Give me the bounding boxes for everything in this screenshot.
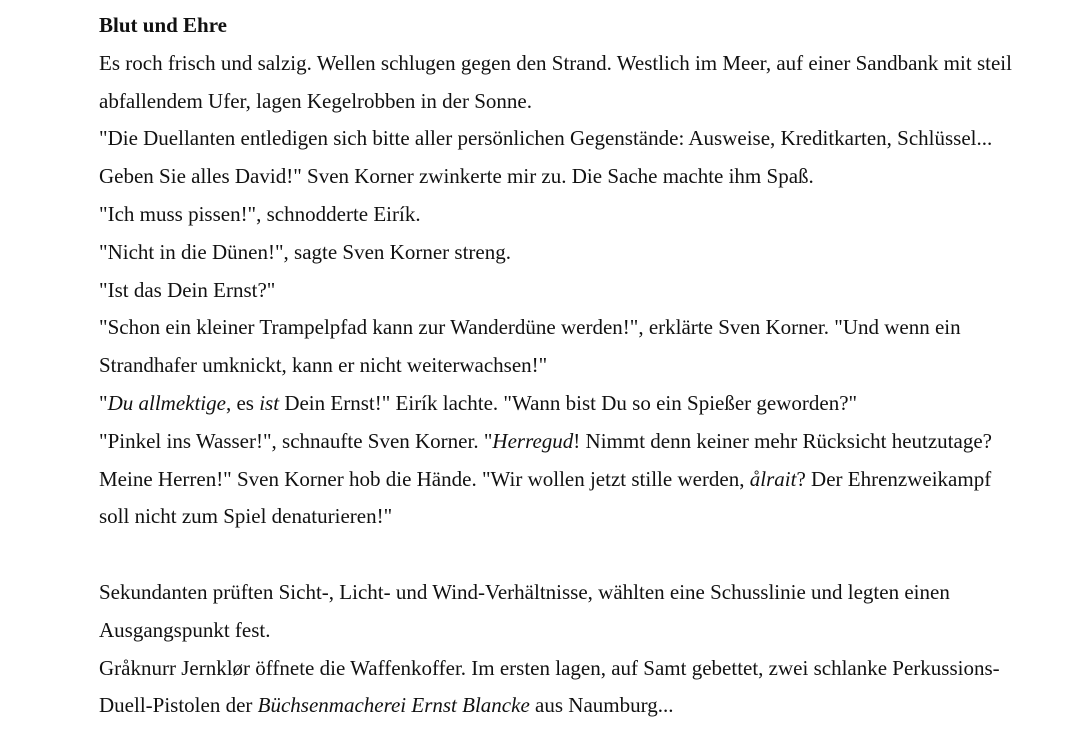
text-run: ! Nimmt denn keiner mehr Rücksicht heutzutage? Meine Herren!" Sven Korner hob die Hände. "Wir wollen jetzt stille werden,: [99, 428, 992, 491]
text-run: Dein Ernst!" Eirík lachte. "Wann bist Du so ein Spießer geworden?": [279, 390, 858, 415]
text-run: "Pinkel ins Wasser!", schnaufte Sven Korner. ": [99, 428, 493, 453]
text-run: Gråknurr Jernklør öffnete die Waffenkoffer. Im ersten lagen, auf Samt gebettet, zwei schlanke Perkussions-Duell-Pistolen der: [99, 655, 1000, 718]
text-run: ? Der Ehrenzweikampf soll nicht zum Spiel denaturieren!": [99, 466, 992, 529]
italic-run: Büchsenmacherei Ernst Blancke: [257, 693, 530, 718]
text-run: , es: [225, 390, 260, 415]
text-run: "Nicht in die Dünen!", sagte Sven Korner streng.: [99, 239, 511, 264]
text-run: Es roch frisch und salzig. Wellen schlugen gegen den Strand. Westlich im Meer, auf einer Sandbank mit steil abfallendem Ufer, lagen Kegelrobben in der Sonne.: [99, 50, 1012, 113]
paragraph-9: [99, 574, 1019, 650]
paragraph-7: [99, 385, 1019, 423]
paragraph-4: [99, 234, 1019, 272]
paragraph-10: [99, 650, 1019, 726]
paragraph-2: [99, 120, 1019, 196]
text-run: aus Naumburg...: [529, 693, 674, 718]
paragraph-3: [99, 196, 1019, 234]
italic-run: Du allmektige: [107, 390, 226, 415]
italic-run: ålrait: [749, 466, 797, 491]
paragraph-1: [99, 45, 1019, 121]
text-run: ": [99, 390, 108, 415]
text-run: "Schon ein kleiner Trampelpfad kann zur Wanderdüne werden!", erklärte Sven Korner. "Und wenn ein Strandhafer umknickt, kann er nicht weiterwachsen!": [99, 315, 961, 378]
paragraph-8: [99, 423, 1019, 536]
italic-run: Herregud: [492, 428, 574, 453]
paragraph-5: [99, 272, 1019, 310]
text-run: "Ist das Dein Ernst?": [99, 277, 276, 302]
text-run: "Die Duellanten entledigen sich bitte aller persönlichen Gegenstände: Ausweise, Kreditkarten, Schlüssel... Geben Sie alles David!" Sven Korner zwinkerte mir zu. Die Sache machte ihm Spaß.: [99, 126, 993, 189]
paragraph-6: [99, 309, 1019, 385]
italic-run: ist: [259, 390, 280, 415]
document-title: Blut und Ehre: [99, 13, 227, 37]
text-run: "Ich muss pissen!", schnodderte Eirík.: [99, 201, 421, 226]
text-run: Sekundanten prüften Sicht-, Licht- und Wind-Verhältnisse, wählten eine Schusslinie und legten einen Ausgangspunkt fest.: [99, 579, 950, 642]
document-page: [99, 7, 1019, 725]
blank-line: [99, 536, 1019, 574]
